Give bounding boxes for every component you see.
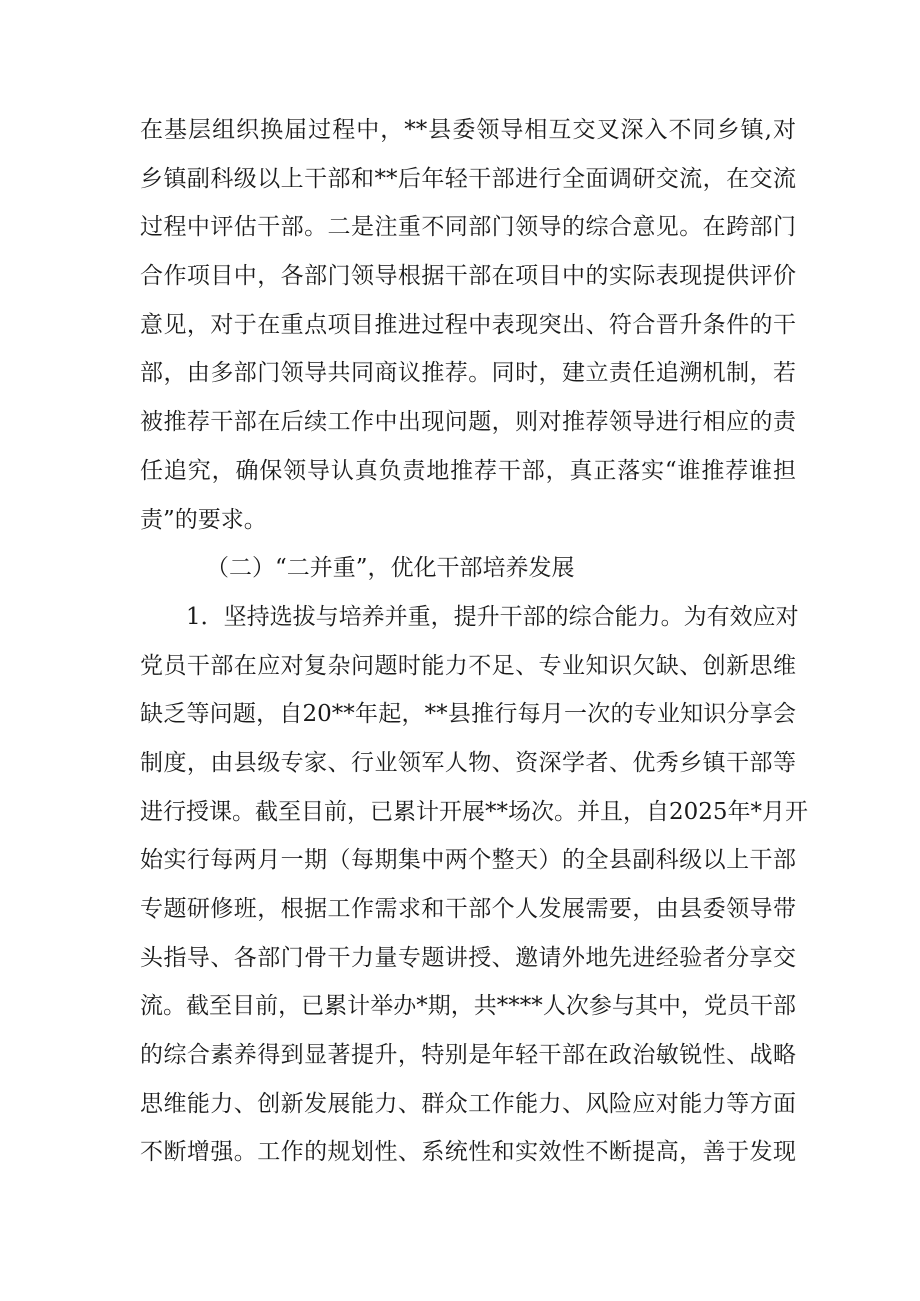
text-line: 意见，对于在重点项目推进过程中表现突出、符合晋升条件的干 xyxy=(140,311,796,338)
text-line: 制度，由县级专家、行业领军人物、资深学者、优秀乡镇干部等 xyxy=(140,749,796,776)
text-line: 始实行每两月一期（每期集中两个整天）的全县副科级以上干部 xyxy=(140,847,796,874)
text-line: 乡镇副科级以上干部和**后年轻干部进行全面调研交流，在交流 xyxy=(140,165,796,192)
section-heading: （二）“二并重”，优化干部培养发展 xyxy=(206,555,575,582)
text-line: 的综合素养得到显著提升，特别是年轻干部在政治敏锐性、战略 xyxy=(140,1042,796,1069)
text-line: 任追究，确保领导认真负责地推荐干部，真正落实“谁推荐谁担 xyxy=(140,457,796,484)
text-line: 过程中评估干部。二是注重不同部门领导的综合意见。在跨部门 xyxy=(140,214,796,241)
text-line: 部，由多部门领导共同商议推荐。同时，建立责任追溯机制，若 xyxy=(140,360,796,387)
text-line: 合作项目中，各部门领导根据干部在项目中的实际表现提供评价 xyxy=(140,263,796,290)
text-line: 思维能力、创新发展能力、群众工作能力、风险应对能力等方面 xyxy=(140,1090,796,1117)
text-line: 责”的要求。 xyxy=(140,506,267,533)
text-line: 党员干部在应对复杂问题时能力不足、专业知识欠缺、创新思维 xyxy=(140,652,796,679)
text-line: 头指导、各部门骨干力量专题讲授、邀请外地先进经验者分享交 xyxy=(140,944,796,971)
text-line: 不断增强。工作的规划性、系统性和实效性不断提高，善于发现 xyxy=(140,1139,796,1166)
text-line: 被推荐干部在后续工作中出现问题，则对推荐领导进行相应的责 xyxy=(140,409,796,436)
text-line: 在基层组织换届过程中，**县委领导相互交叉深入不同乡镇,对 xyxy=(140,117,796,143)
body-text xyxy=(140,106,809,1177)
text-line: 缺乏等问题，自20**年起，**县推行每月一次的专业知识分享会 xyxy=(140,701,796,728)
text-line: 专题研修班，根据工作需求和干部个人发展需要，由县委领导带 xyxy=(140,896,796,922)
text-line: 流。截至目前，已累计举办*期，共****人次参与其中，党员干部 xyxy=(140,993,796,1020)
text-line: 1．坚持选拔与培养并重，提升干部的综合能力。为有效应对 xyxy=(186,603,799,630)
text-line: 进行授课。截至目前，已累计开展**场次。并且，自2025年*月开 xyxy=(140,798,809,825)
